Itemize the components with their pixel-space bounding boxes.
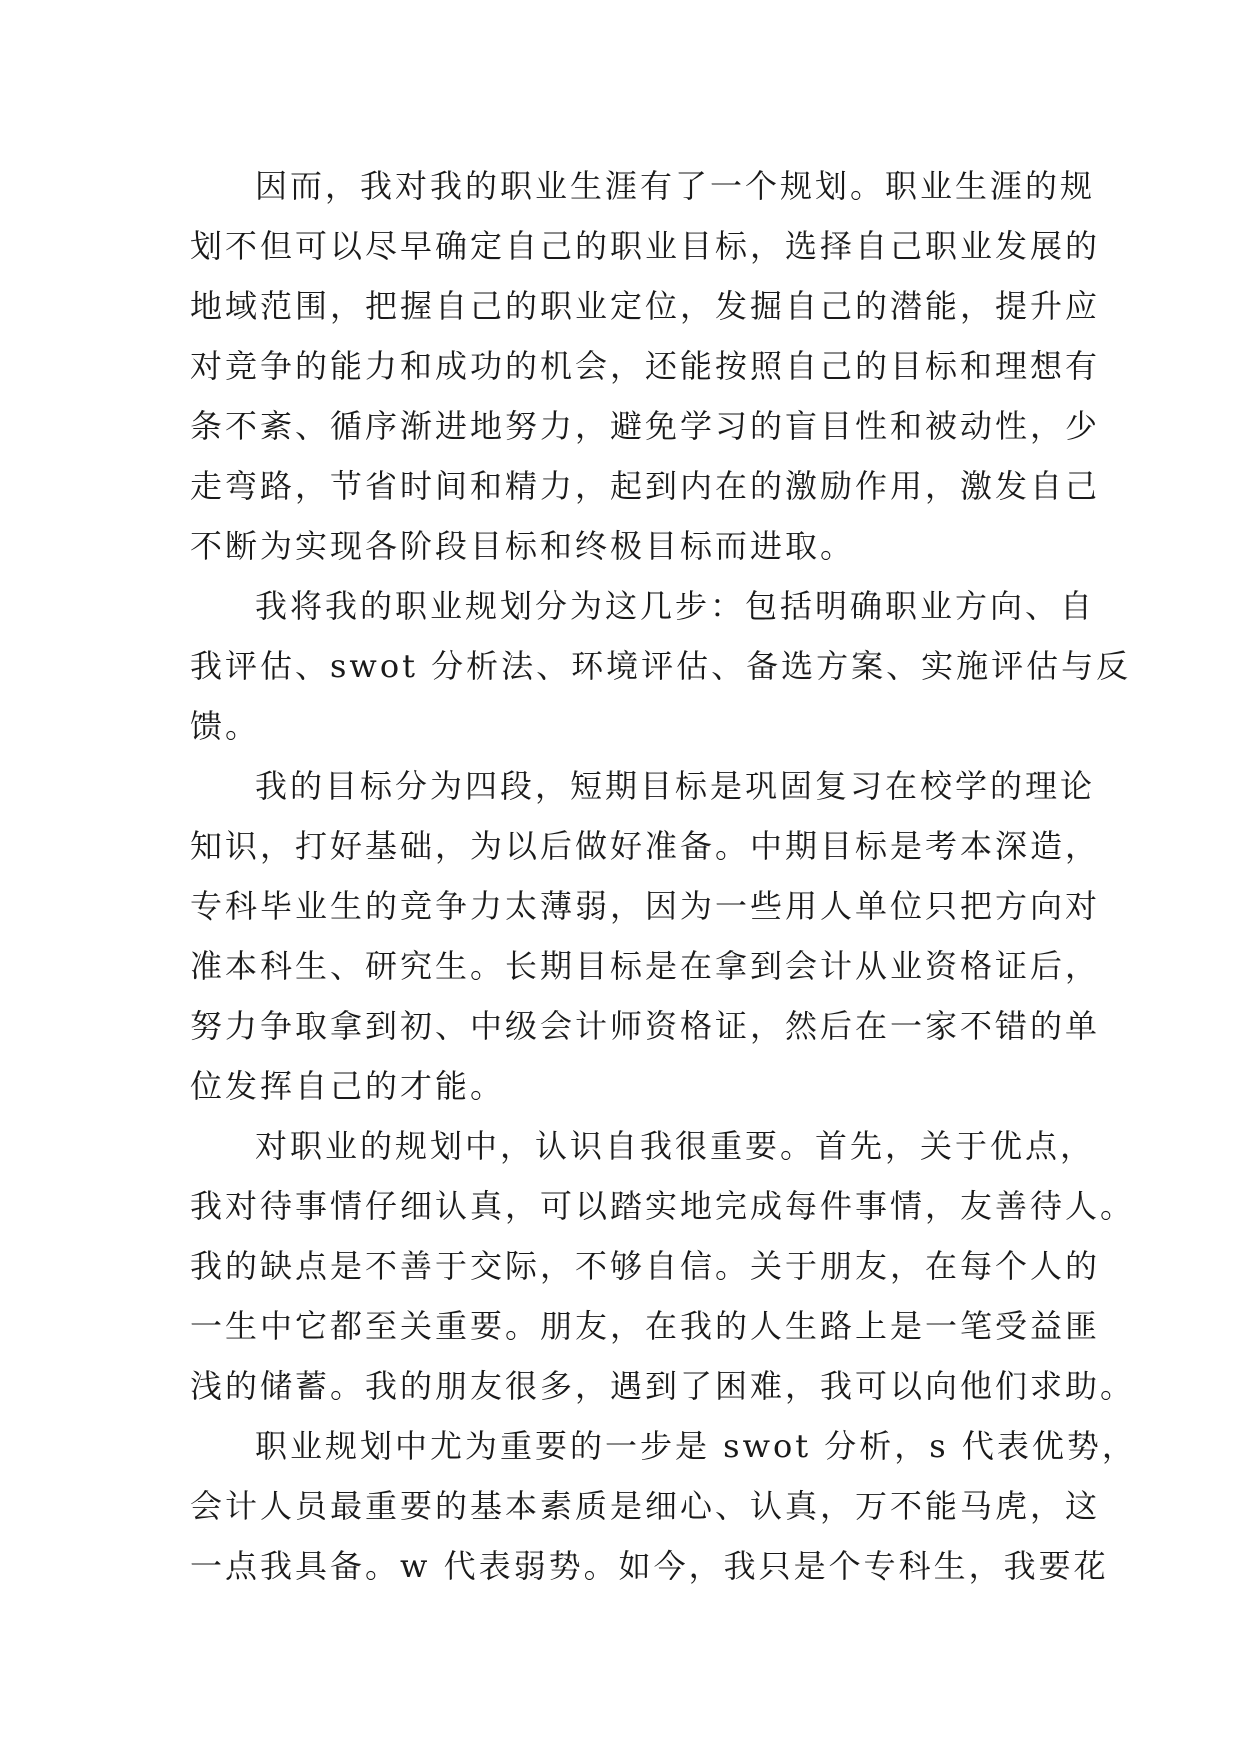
paragraph-line: 我将我的职业规划分为这几步：包括明确职业方向、自: [255, 587, 1096, 625]
paragraph-line: 知识，打好基础，为以后做好准备。中期目标是考本深造，: [190, 827, 1101, 865]
paragraph-line: 位发挥自己的才能。: [190, 1067, 506, 1105]
paragraph-line: 划不但可以尽早确定自己的职业目标，选择自己职业发展的: [190, 227, 1101, 265]
paragraph-line: 对职业的规划中，认识自我很重要。首先，关于优点，: [255, 1127, 1096, 1165]
paragraph-line: 浅的储蓄。我的朋友很多，遇到了困难，我可以向他们求助。: [190, 1367, 1136, 1405]
paragraph-line: 我评估、swot 分析法、环境评估、备选方案、实施评估与反: [190, 647, 1132, 685]
document-body: [190, 156, 1137, 1596]
paragraph-line: 一生中它都至关重要。朋友，在我的人生路上是一笔受益匪: [190, 1307, 1101, 1345]
paragraph-line: 我的缺点是不善于交际，不够自信。关于朋友，在每个人的: [190, 1247, 1101, 1285]
paragraph-line: 因而，我对我的职业生涯有了一个规划。职业生涯的规: [255, 167, 1096, 205]
paragraph-line: 我的目标分为四段，短期目标是巩固复习在校学的理论: [255, 767, 1096, 805]
paragraph-line: 我对待事情仔细认真，可以踏实地完成每件事情，友善待人。: [190, 1187, 1136, 1225]
paragraph-line: 专科毕业生的竞争力太薄弱，因为一些用人单位只把方向对: [190, 887, 1101, 925]
paragraph-line: 一点我具备。w 代表弱势。如今，我只是个专科生，我要花: [190, 1547, 1109, 1585]
paragraph-line: 条不紊、循序渐进地努力，避免学习的盲目性和被动性，少: [190, 407, 1101, 445]
paragraph-line: 对竞争的能力和成功的机会，还能按照自己的目标和理想有: [190, 347, 1101, 385]
paragraph-line: 会计人员最重要的基本素质是细心、认真，万不能马虎，这: [190, 1487, 1101, 1525]
paragraph-line: 走弯路，节省时间和精力，起到内在的激励作用，激发自己: [190, 467, 1101, 505]
paragraph-line: 职业规划中尤为重要的一步是 swot 分析，s 代表优势，: [255, 1427, 1137, 1465]
paragraph-line: 不断为实现各阶段目标和终极目标而进取。: [190, 527, 856, 565]
paragraph-line: 地域范围，把握自己的职业定位，发掘自己的潜能，提升应: [190, 287, 1101, 325]
paragraph-line: 馈。: [190, 707, 261, 745]
paragraph-line: 努力争取拿到初、中级会计师资格证，然后在一家不错的单: [190, 1007, 1101, 1045]
paragraph-line: 准本科生、研究生。长期目标是在拿到会计从业资格证后，: [190, 947, 1101, 985]
